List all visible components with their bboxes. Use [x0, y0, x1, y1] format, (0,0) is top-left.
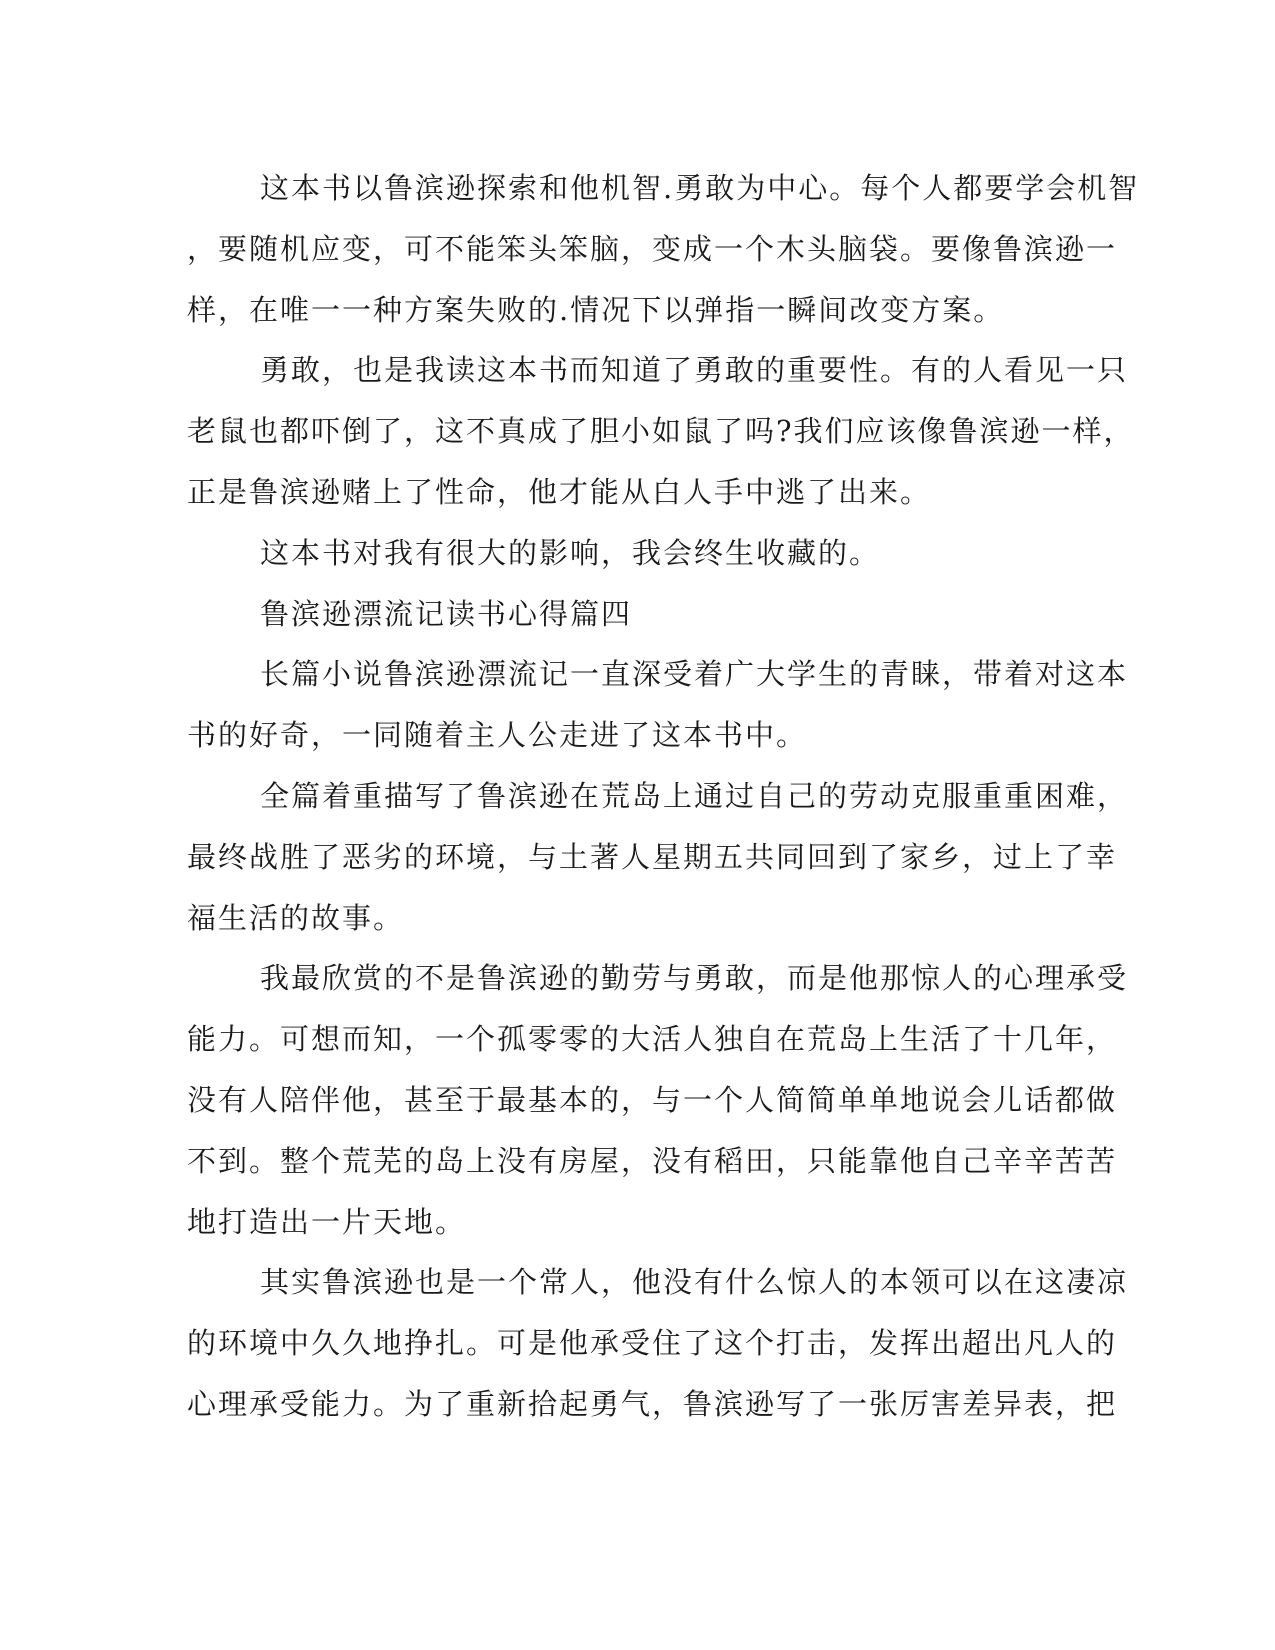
- text-line: 的环境中久久地挣扎。可是他承受住了这个打击，发挥出超出凡人的: [187, 1326, 1118, 1361]
- text-line: 福生活的故事。: [187, 900, 405, 935]
- document-body: [187, 158, 1140, 1435]
- text-line: 其实鲁滨逊也是一个常人，他没有什么惊人的本领可以在这凄凉: [260, 1265, 1129, 1300]
- text-line: 没有人陪伴他，甚至于最基本的，与一个人简简单单地说会儿话都做: [187, 1082, 1118, 1117]
- text-line: 正是鲁滨逊赌上了性命，他才能从白人手中逃了出来。: [187, 474, 932, 509]
- text-line: 最终战胜了恶劣的环境，与土著人星期五共同回到了家乡，过上了幸: [187, 839, 1118, 874]
- text-line: 勇敢，也是我读这本书而知道了勇敢的重要性。有的人看见一只: [260, 353, 1129, 388]
- text-line: 书的好奇，一同随着主人公走进了这本书中。: [187, 718, 808, 753]
- text-line: 这本书以鲁滨逊探索和他机智.勇敢为中心。每个人都要学会机智: [260, 171, 1140, 205]
- section-heading: 鲁滨逊漂流记读书心得篇四: [260, 596, 633, 631]
- text-line: ，要随机应变，可不能笨头笨脑，变成一个木头脑袋。要像鲁滨逊一: [187, 231, 1118, 266]
- text-line: 长篇小说鲁滨逊漂流记一直深受着广大学生的青睐，带着对这本: [260, 657, 1129, 692]
- text-line: 老鼠也都吓倒了，这不真成了胆小如鼠了吗?我们应该像鲁滨逊一样，: [187, 414, 1135, 449]
- text-line: 样，在唯一一种方案失败的.情况下以弹指一瞬间改变方案。: [187, 292, 1005, 327]
- text-line: 全篇着重描写了鲁滨逊在荒岛上通过自己的劳动克服重重困难，: [260, 778, 1129, 813]
- text-line: 这本书对我有很大的影响，我会终生收藏的。: [260, 535, 881, 570]
- text-line: 我最欣赏的不是鲁滨逊的勤劳与勇敢，而是他那惊人的心理承受: [260, 961, 1129, 996]
- text-line: 不到。整个荒芜的岛上没有房屋，没有稻田，只能靠他自己辛辛苦苦: [187, 1143, 1118, 1178]
- text-line: 心理承受能力。为了重新拾起勇气，鲁滨逊写了一张厉害差异表，把: [187, 1386, 1118, 1421]
- text-line: 能力。可想而知，一个孤零零的大活人独自在荒岛上生活了十几年，: [187, 1022, 1118, 1057]
- text-line: 地打造出一片天地。: [187, 1204, 467, 1239]
